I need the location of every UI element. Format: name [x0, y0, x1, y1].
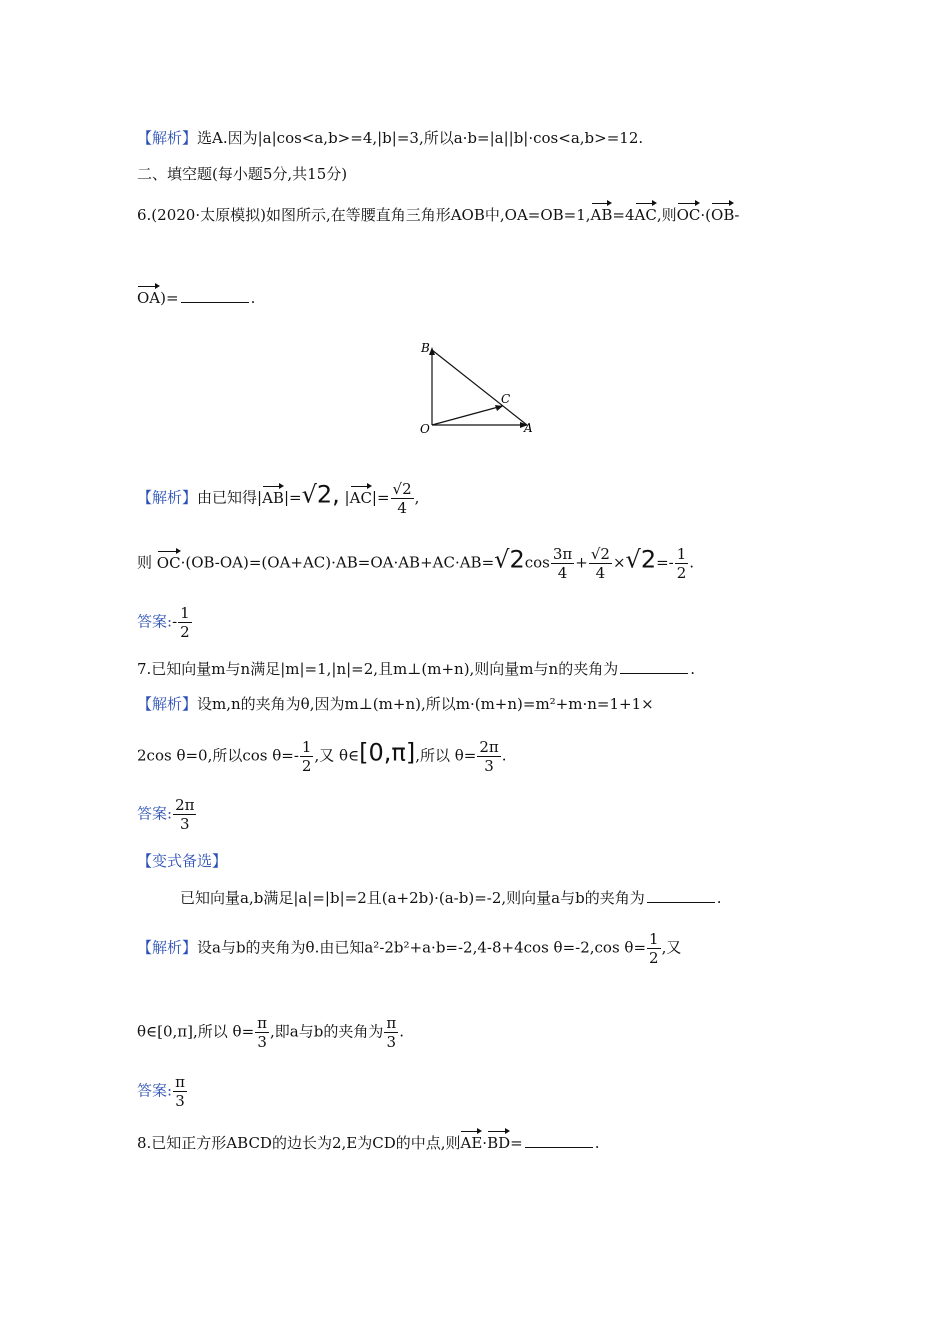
answer-variant: [137, 1073, 188, 1110]
analysis-variant-line2: θ∈[0,π],所以 θ= $\frac{\pi}{3}$ ,即a与b的夹角为 $\frac{\pi}{3}$ .: [137, 1014, 404, 1051]
q6-cont-end: )=: [160, 289, 179, 307]
answer-q7: [137, 796, 197, 833]
fraction-sqrt2-over-4: [391, 480, 414, 517]
denominator: 3: [484, 757, 494, 775]
variant-question: [180, 888, 721, 908]
numerator: √2: [392, 480, 412, 498]
fig-label-b: B: [421, 341, 430, 355]
answer-q6: [137, 604, 193, 641]
fraction-1-over-2: [178, 604, 192, 641]
q8-prefix: 8.已知正方形ABCD的边长为2,E为CD的中点,则: [137, 1134, 461, 1152]
fig-label-o: O: [420, 422, 430, 436]
answer-minus: -: [172, 612, 178, 631]
sqrt-value: √2,: [301, 480, 340, 509]
analysis-q7-line1: [137, 694, 654, 714]
sol1-mid: |=: [283, 488, 302, 507]
cos-text: cos: [524, 553, 550, 572]
variant-sol1-end: ,又: [661, 938, 682, 957]
vector-oc: OC: [157, 551, 181, 573]
analysis-label: 【解析】: [137, 488, 198, 507]
variant-sol2b: ,即a与b的夹角为: [270, 1022, 384, 1041]
fraction-3pi-over-4: [551, 545, 574, 582]
sol2-text: ·(OB-OA)=(OA+AC)·AB=OA·AB+AC·AB=: [180, 553, 495, 572]
sqrt-two: √2: [494, 545, 525, 574]
fraction-pi-over-3: [173, 1073, 187, 1110]
q8-dot: ·: [482, 1134, 488, 1152]
q7-text: 7.已知向量m与n满足|m|=1,|n|=2,且m⊥(m+n),则向量m与n的夹角为: [137, 660, 619, 678]
q8-period: .: [594, 1134, 600, 1152]
denominator: 4: [397, 499, 407, 517]
vector-oa: OA: [137, 286, 160, 308]
analysis-label: 【解析】: [137, 938, 198, 957]
q7-sol2b: ,又 θ∈: [314, 746, 360, 765]
numerator: 1: [180, 604, 190, 622]
q7-sol1: 设m,n的夹角为θ,因为m⊥(m+n),所以m·(m+n)=m²+m·n=1+1×: [197, 695, 654, 713]
fig-label-a: A: [524, 421, 533, 435]
denominator: 4: [595, 564, 606, 582]
vector-ob: OB: [711, 203, 734, 225]
denominator: 3: [179, 815, 190, 833]
variant-sol2a: θ∈[0,π],所以 θ=: [137, 1022, 255, 1041]
question-6-cont: [137, 286, 255, 308]
sol2-prefix: 则: [137, 553, 153, 572]
fraction-2pi-over-3: [477, 738, 500, 775]
answer-label: 答案:: [137, 612, 173, 631]
variant-text: 已知向量a,b满足|a|=|b|=2且(a+2b)·(a-b)=-2,则向量a与b的夹角为: [180, 889, 645, 907]
q6-dot: ·(: [700, 206, 712, 224]
triangle-figure: [410, 335, 550, 440]
fraction-pi-over-3: [255, 1014, 269, 1051]
numerator: 3π: [552, 545, 573, 563]
analysis-label: 【解析】: [137, 695, 198, 713]
variant-period: .: [716, 889, 722, 907]
analysis-q6-line1: 【解析】由已知得|AB|=√2, |AC|= $\frac{√2}{4}$ ,: [137, 480, 420, 517]
numerator: π: [257, 1014, 268, 1032]
analysis-line-q5: [137, 128, 643, 148]
numerator: π: [386, 1014, 397, 1032]
denominator: 2: [676, 564, 687, 582]
answer-blank: [620, 673, 688, 674]
sqrt-two: √2: [625, 545, 657, 574]
denominator: 3: [257, 1033, 267, 1051]
q6-minus: -: [734, 206, 740, 224]
vector-bd: BD: [487, 1131, 510, 1153]
variant-label: 【变式备选】: [137, 852, 228, 870]
answer-blank: [647, 902, 715, 903]
analysis-variant-line1: [137, 930, 681, 967]
q7-sol2c: ,所以 θ=: [415, 746, 477, 765]
answer-blank: [525, 1147, 593, 1148]
q6-period: .: [250, 289, 256, 307]
variant-sol1: 设a与b的夹角为θ.由已知a²-2b²+a·b=-2,4-8+4cos θ=-2,cos θ=: [197, 938, 647, 957]
analysis-text: 选A.因为|a|cos<a,b>=4,|b|=3,所以a·b=|a||b|·cos<a,b>=12.: [197, 129, 644, 147]
numerator: 2π: [479, 738, 499, 756]
q6-eq: =4: [612, 206, 635, 224]
fraction-2pi-over-3: [173, 796, 196, 833]
interval: [0,π]: [359, 738, 416, 767]
analysis-q7-line2: 2cos θ=0,所以cos θ=- $\frac{1}{2}$ ,又 θ∈[0,π],所以 θ= $\frac{2\pi}{3}$ .: [137, 738, 507, 775]
answer-label: 答案:: [137, 1081, 173, 1100]
variant-heading: [137, 851, 227, 871]
numerator: 1: [649, 930, 659, 948]
fraction-1-over-2: [647, 930, 661, 967]
fraction-1-over-2: [300, 738, 314, 775]
numerator: 2π: [175, 796, 195, 814]
q8-eq: =: [510, 1134, 523, 1152]
vector-ac: AC: [635, 203, 657, 225]
times-sign: ×: [612, 553, 626, 572]
q6-then: ,则: [656, 206, 677, 224]
section-heading: 二、填空题(每小题5分,共15分): [137, 165, 348, 183]
numerator: 1: [301, 738, 312, 756]
q7-period: .: [690, 660, 695, 678]
numerator: √2: [590, 545, 610, 563]
sol1-pipe: |: [344, 488, 350, 507]
fraction-1-over-2: [675, 545, 689, 582]
question-6: [137, 203, 739, 225]
denominator: 2: [649, 949, 659, 967]
vector-ab: AB: [262, 486, 284, 508]
q7-sol2a: 2cos θ=0,所以cos θ=-: [137, 746, 299, 765]
denominator: 2: [180, 623, 190, 641]
vector-oc: OC: [677, 203, 701, 225]
vector-ac: AC: [350, 486, 372, 508]
numerator: π: [175, 1073, 185, 1091]
fraction-pi-over-3: [384, 1014, 398, 1051]
numerator: 1: [676, 545, 687, 563]
answer-label: 答案:: [137, 804, 173, 823]
question-7: [137, 659, 695, 679]
denominator: 2: [301, 757, 312, 775]
vector-ae: AE: [460, 1131, 482, 1153]
denominator: 3: [386, 1033, 397, 1051]
fig-label-c: C: [501, 392, 511, 406]
question-8: [137, 1131, 599, 1153]
denominator: 3: [175, 1092, 185, 1110]
sol1-eq: |=: [371, 488, 390, 507]
sol1-prefix: 由已知得|: [197, 488, 263, 507]
q6-prefix: 6.(2020·太原模拟)如图所示,在等腰直角三角形AOB中,OA=OB=1,: [137, 206, 591, 224]
eq-minus: =-: [656, 553, 674, 572]
answer-blank: [181, 302, 249, 303]
denominator: 4: [557, 564, 568, 582]
analysis-label: 【解析】: [137, 129, 198, 147]
fraction-sqrt2-over-4: [589, 545, 612, 582]
vector-ab: AB: [591, 203, 613, 225]
analysis-q6-line2: 则 OC·(OB-OA)=(OA+AC)·AB=OA·AB+AC·AB=√2cos $\frac{3\pi}{4}$ + $\frac{√2}{4}$ ×√2=- $\frac{1}{2}$ .: [137, 545, 695, 582]
